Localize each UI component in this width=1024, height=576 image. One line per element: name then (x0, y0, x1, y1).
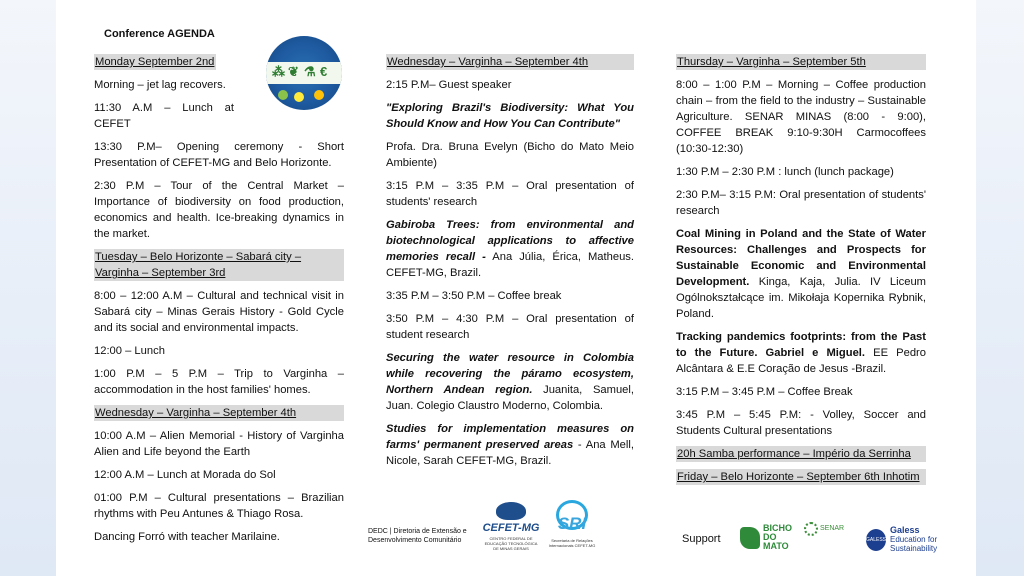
leaf-icon: ❦ (288, 64, 299, 79)
talk-title: Coal Mining in Poland and the State of Water Resources: Challenges and Prospects for Sustainable Economic and Environmental Development. (676, 228, 926, 288)
agenda-item: Morning – jet lag recovers. (94, 79, 226, 91)
event-header: 20h Samba performance – Império da Serrinha (676, 446, 926, 462)
agenda-item: 2:30 P.M– 3:15 P.M: Oral presentation of students' research (676, 189, 926, 217)
agenda-item: 2:15 P.M– Guest speaker (386, 79, 512, 91)
agenda-item: 2:30 P.M – Tour of the Central Market – Importance of biodiversity on food production, economics and health. Ice-breaking dynamics in the market. (94, 180, 344, 240)
agenda-page (56, 0, 976, 576)
day-header: Wednesday – Varginha – September 4th (386, 54, 634, 70)
euro-icon: € (320, 64, 328, 79)
column-right (676, 54, 926, 492)
day-header: Monday September 2nd (95, 56, 215, 68)
agenda-item: 01:00 P.M – Cultural presentations – Brazilian rhythms with Peu Antunes & Thiago Rosa. (94, 492, 344, 520)
day-header: Friday – Belo Horizonte – September 6th Inhotim (676, 469, 926, 485)
talk-title: Gabiroba Trees: from environmental and biotechnological applications to affective memories recall - (386, 219, 634, 263)
talk-authors: - Ana Mell, Nicole, Sarah CEFET-MG, Brazil. (386, 439, 634, 467)
galess-logo: GALESS Galess Education for Sustainability (866, 525, 938, 553)
agenda-item: 3:45 P.M – 5:45 P.M: - Volley, Soccer and Students Cultural presentations (676, 409, 926, 437)
talk-title: Tracking pandemics footprints: from the Past to the Future. Gabriel e Miguel. (676, 331, 926, 359)
talk-title: "Exploring Brazil's Biodiversity: What You Should Know and How You Can Contribute" (386, 102, 634, 130)
talk-title: Securing the water resource in Colombia while recovering the páramo ecosystem, Northern Andean region. (386, 352, 634, 396)
agenda-item: 3:50 P.M – 4:30 P.M – Oral presentation of student research (386, 313, 634, 341)
galess-icon: GALESS (866, 529, 886, 551)
talk-authors: Kinga, Kaja, Julia. IV Liceum Ogólnokształcące im. Mikołaja Kopernika Rybnik, Poland. (676, 276, 926, 320)
talk-title: Studies for implementation measures on farms' permanent preserved areas (386, 423, 634, 451)
agenda-item: 12:00 – Lunch (94, 345, 165, 357)
agenda-item (386, 421, 634, 469)
agenda-item: 8:00 – 1:00 P.M – Morning – Coffee production chain – from the field to the industry – Sustainable Agriculture. SENAR MINAS (8:00 - 9:00), COFFEE BREAK 9:10-9:30H Carmocoffees (10:30-12:30) (676, 79, 926, 155)
page-title: Conference AGENDA (104, 28, 215, 40)
day-header: Wednesday – Varginha – September 4th (94, 405, 344, 421)
talk-authors: EE Pedro Alcântara & E.E Coração de Jesus -Brazil. (676, 347, 926, 375)
support-label: Support (682, 533, 721, 545)
agenda-item: 3:15 P.M – 3:45 P.M – Coffee Break (676, 386, 853, 398)
agenda-item (386, 217, 634, 281)
agenda-item (676, 226, 926, 322)
day-header: Tuesday – Belo Horizonte – Sabará city – Varginha – September 3rd (94, 249, 344, 281)
agenda-item: Profa. Dra. Bruna Evelyn (Bicho do Mato Meio Ambiente) (386, 141, 634, 169)
bicho-do-mato-logo: BICHO DO MATO (740, 524, 797, 551)
cefet-logo: CEFET-MG CENTRO FEDERAL DE EDUCAÇÃO TECNOLÓGICA DE MINAS GERAIS (482, 502, 540, 548)
sri-logo: SRI Secretaria de Relações Internacionais CEFET-MG (548, 500, 596, 558)
agenda-item: Dancing Forró with teacher Marilaine. (94, 531, 280, 543)
agenda-item (676, 329, 926, 377)
dedc-label: DEDC | Diretoria de Extensão e Desenvolvimento Comunitário (368, 528, 467, 544)
dna-icon: ⁂ (272, 64, 285, 79)
talk-authors: Juanita, Samuel, Juan. Colegio Claustro Moderno, Colombia. (386, 384, 634, 412)
agenda-item: 1:00 P.M – 5 P.M – Trip to Varginha – accommodation in the host families' homes. (94, 368, 344, 396)
column-left (94, 54, 344, 552)
bicho-leaf-icon (740, 527, 760, 549)
talk-authors: Ana Júlia, Érica, Matheus. CEFET-MG, Brazil. (386, 251, 634, 279)
agenda-item: 10:00 A.M – Alien Memorial - History of Varginha Alien and Life beyond the Earth (94, 430, 344, 458)
cefet-swoosh-icon (496, 502, 526, 520)
day-header: Thursday – Varginha – September 5th (676, 54, 926, 70)
agenda-item: 1:30 P.M – 2:30 P.M : lunch (lunch package) (676, 166, 894, 178)
agenda-item: 11:30 A.M – Lunch at CEFET (94, 102, 234, 130)
agenda-item (386, 350, 634, 414)
flask-icon: ⚗ (304, 64, 316, 79)
column-middle (386, 54, 634, 476)
senar-icon (804, 522, 818, 536)
agenda-item: 8:00 – 12:00 A.M – Cultural and technical visit in Sabará city – Minas Gerais History - Gold Cycle and its social and environmental impacts. (94, 290, 344, 334)
agenda-item: 13:30 P.M– Opening ceremony - Short Presentation of CEFET-MG and Belo Horizonte. (94, 141, 344, 169)
senar-logo: SENAR (804, 522, 844, 536)
agenda-item: 12:00 A.M – Lunch at Morada do Sol (94, 469, 276, 481)
agenda-item: 3:15 P.M – 3:35 P.M – Oral presentation of students' research (386, 180, 634, 208)
agenda-item: 3:35 P.M – 3:50 P.M – Coffee break (386, 290, 562, 302)
